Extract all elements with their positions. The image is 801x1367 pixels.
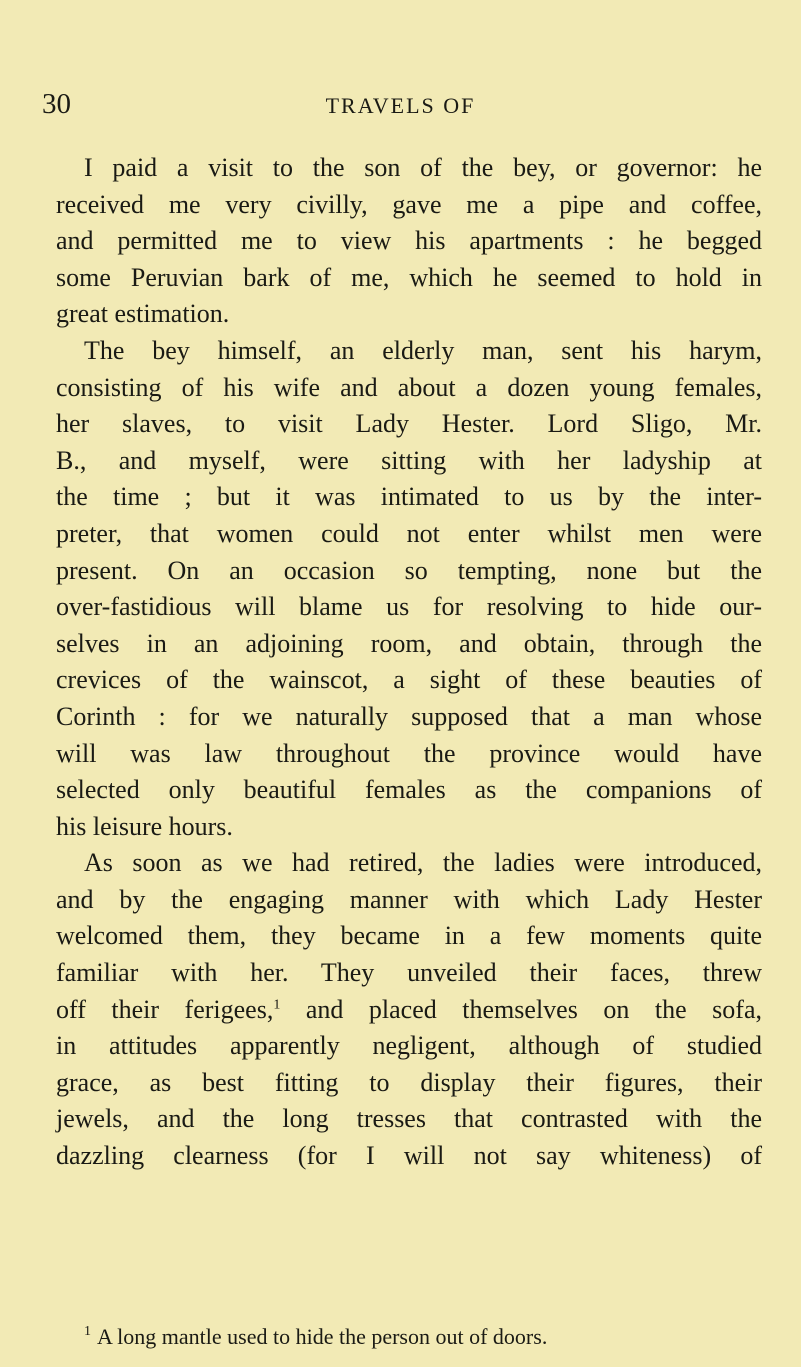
running-head: TRAVELS OF xyxy=(325,93,476,118)
text-line: his leisure hours. xyxy=(56,811,233,841)
footnote xyxy=(84,1322,764,1356)
text-line: the time ; but it was intimated to us by the inter- xyxy=(56,482,762,512)
text-line: Corinth : for we naturally supposed that a man whose xyxy=(56,701,762,731)
text-line: present. On an occasion so tempting, none but the xyxy=(56,555,762,585)
text-line: selves in an adjoining room, and obtain, through the xyxy=(56,628,762,658)
body-text xyxy=(56,150,762,1175)
text-line: will was law throughout the province would have xyxy=(56,738,762,768)
text-line: dazzling clearness (for I will not say whiteness) of xyxy=(56,1141,762,1171)
text-line: welcomed them, they became in a few moments quite xyxy=(56,921,762,951)
text-line: great estimation. xyxy=(56,299,230,329)
text-line-with-footnote-ref xyxy=(56,992,762,1029)
footnote-text: A long mantle used to hide the person out of doors. xyxy=(97,1324,548,1349)
text-line: familiar with her. They unveiled their faces, threw xyxy=(56,958,762,988)
text-line: B., and myself, were sitting with her ladyship at xyxy=(56,445,762,475)
text-line: and by the engaging manner with which Lady Hester xyxy=(56,884,762,914)
text-line: in attitudes apparently negligent, although of studied xyxy=(56,1031,762,1061)
text-line: received me very civilly, gave me a pipe and coffee, xyxy=(56,189,762,219)
page-header xyxy=(0,86,801,122)
text-line: consisting of his wife and about a dozen young females, xyxy=(56,372,762,402)
footnote-reference[interactable]: 1 xyxy=(273,997,281,1012)
text-line: crevices of the wainscot, a sight of these beauties of xyxy=(56,665,762,695)
text-segment: off their ferigees, xyxy=(56,994,274,1024)
text-line: As soon as we had retired, the ladies were introduced, xyxy=(84,848,762,878)
page-number: 30 xyxy=(42,88,71,120)
text-line: some Peruvian bark of me, which he seemed to hold in xyxy=(56,262,762,292)
text-line: selected only beautiful females as the companions of xyxy=(56,775,762,805)
text-line: grace, as best fitting to display their figures, their xyxy=(56,1067,762,1097)
text-line: and permitted me to view his apartments : he begged xyxy=(56,226,762,256)
text-line: jewels, and the long tresses that contrasted with the xyxy=(56,1104,762,1134)
text-line: her slaves, to visit Lady Hester. Lord Sligo, Mr. xyxy=(56,409,762,439)
text-line: The bey himself, an elderly man, sent his harym, xyxy=(84,335,762,365)
footnote-mark: 1 xyxy=(84,1324,91,1339)
text-line: preter, that women could not enter whilst men were xyxy=(56,518,762,548)
text-line: over-fastidious will blame us for resolving to hide our- xyxy=(56,592,762,622)
text-segment: and placed themselves on the sofa, xyxy=(280,994,762,1024)
text-line: I paid a visit to the son of the bey, or governor: he xyxy=(84,153,762,182)
